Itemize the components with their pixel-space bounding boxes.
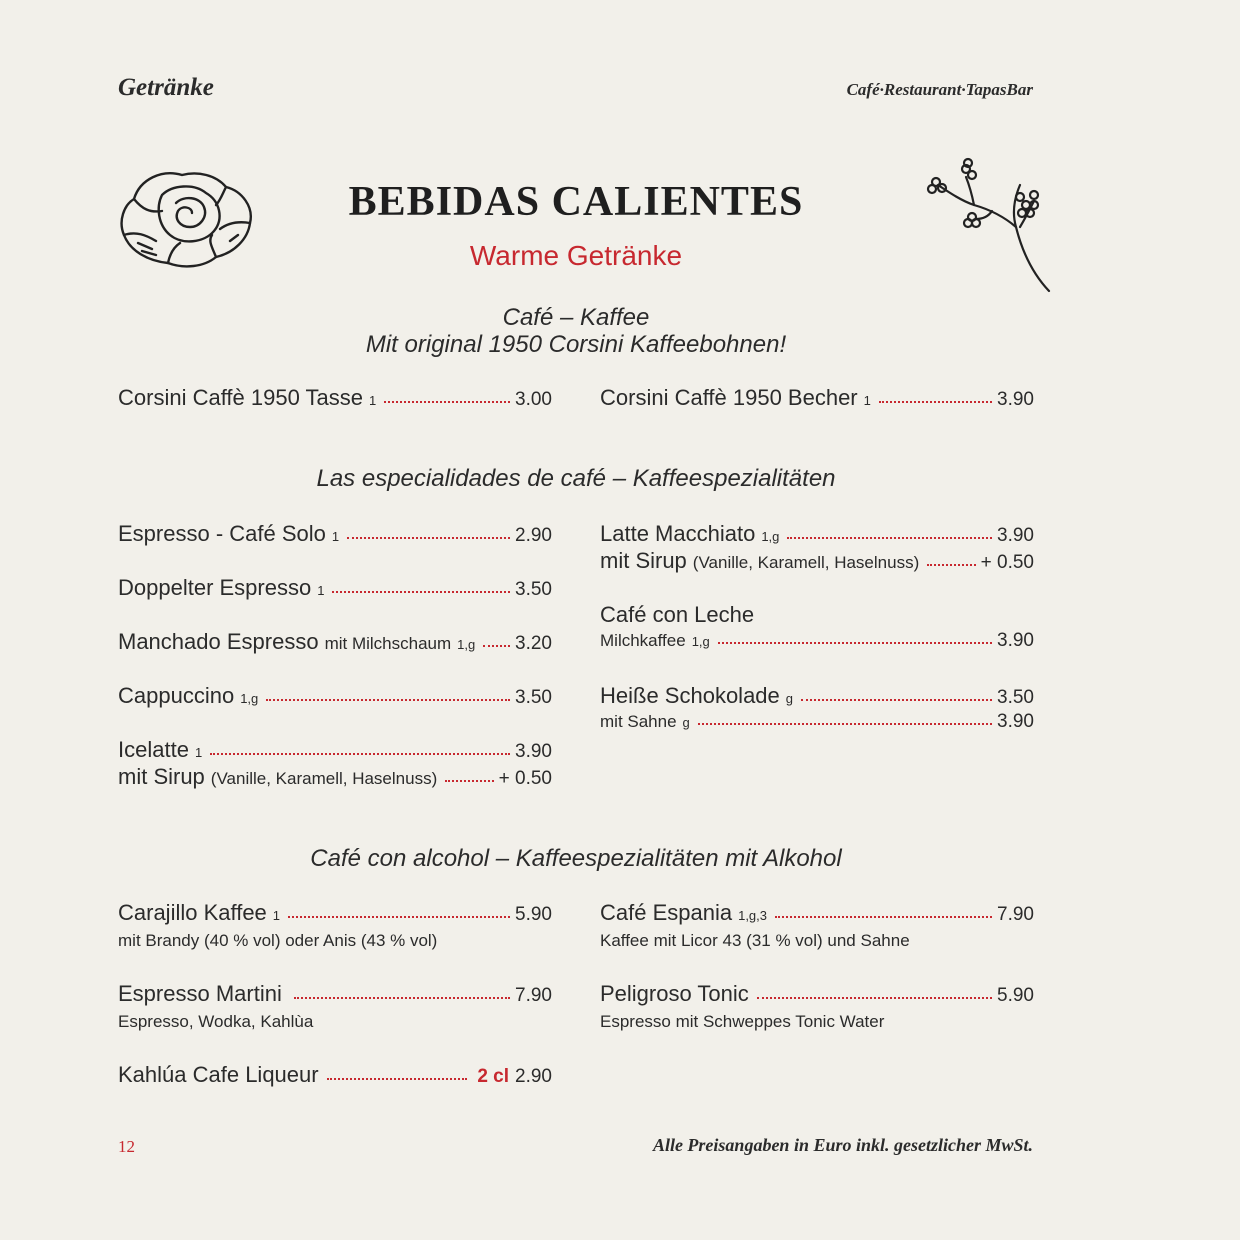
- section-heading-kaffee-line1: Café – Kaffee: [502, 304, 650, 331]
- item-price: + 0.50: [980, 552, 1034, 573]
- dot-leader: [294, 997, 510, 999]
- menu-item-espresso: [118, 521, 552, 547]
- allergen-note: 1,g: [761, 529, 780, 544]
- item-name: Peligroso Tonic: [600, 981, 749, 1006]
- menu-item-cappuccino: [118, 683, 552, 709]
- item-name: Latte Macchiato: [600, 521, 756, 546]
- item-price: 3.90: [997, 711, 1034, 732]
- dot-leader: [718, 642, 992, 644]
- item-name: Café con Leche: [600, 602, 755, 627]
- item-description-peligroso: Espresso mit Schweppes Tonic Water: [600, 1012, 885, 1031]
- allergen-note: 1: [194, 745, 203, 760]
- section-heading-kaffee-line2: Mit original 1950 Corsini Kaffeebohnen!: [365, 331, 787, 358]
- menu-item-icelatte: [118, 737, 552, 763]
- dot-leader: [757, 997, 992, 999]
- item-price: 3.90: [515, 741, 552, 762]
- dot-leader: [698, 723, 992, 725]
- menu-item-tasse: [118, 385, 552, 411]
- menu-item-latte-macchiato: [600, 521, 1034, 547]
- menu-item-cafe-espania: [600, 900, 1034, 926]
- dot-leader: [288, 916, 510, 918]
- item-price: 3.50: [997, 687, 1034, 708]
- dot-leader: [801, 699, 992, 701]
- item-price: 3.90: [997, 389, 1034, 410]
- price-footnote: Alle Preisangaben in Euro inkl. gesetzlicher MwSt.: [652, 1135, 1033, 1155]
- item-name: Manchado Espresso: [118, 629, 319, 654]
- allergen-note: 1: [863, 393, 871, 408]
- menu-item-mit-sahne: [600, 711, 1034, 733]
- menu-item-carajillo: [118, 900, 552, 926]
- item-extra: (Vanille, Karamell, Haselnuss): [692, 553, 920, 572]
- menu-item-cafe-con-leche: [600, 602, 1034, 628]
- allergen-note: g: [682, 715, 690, 730]
- item-name: Espresso - Café Solo: [118, 521, 326, 546]
- dot-leader: [787, 537, 992, 539]
- item-name: mit Sirup: [600, 548, 687, 573]
- item-price: 7.90: [997, 904, 1034, 925]
- item-name: Carajillo Kaffee: [118, 900, 267, 925]
- item-name: mit Sahne: [600, 712, 677, 731]
- item-extra: mit Milchschaum: [324, 634, 452, 653]
- menu-item-latte-sirup: [600, 548, 1034, 574]
- item-price: 3.00: [515, 389, 552, 410]
- item-price: + 0.50: [498, 768, 552, 789]
- item-extra: (Vanille, Karamell, Haselnuss): [210, 769, 438, 788]
- item-name: Icelatte: [118, 737, 189, 762]
- item-name: Espresso Martini: [118, 981, 282, 1006]
- section-heading-spezialitaeten: Las especialidades de café – Kaffeespezialitäten: [316, 465, 836, 492]
- dot-leader: [347, 537, 510, 539]
- menu-item-manchado: [118, 629, 552, 655]
- dot-leader: [445, 780, 493, 782]
- item-description-carajillo: mit Brandy (40 % vol) oder Anis (43 % vol): [118, 931, 438, 950]
- menu-item-heisse-schokolade: [600, 683, 1034, 709]
- page-number: 12: [118, 1137, 135, 1156]
- menu-item-icelatte-sirup: [118, 764, 552, 790]
- dot-leader: [483, 645, 510, 647]
- page-title: BEBIDAS CALIENTES: [348, 179, 804, 225]
- item-name: Cappuccino: [118, 683, 235, 708]
- header-restaurant-name: Café·Restaurant·TapasBar: [846, 80, 1033, 99]
- allergen-note: 1,g: [457, 637, 476, 652]
- section-heading-alkohol: Café con alcohol – Kaffeespezialitäten mit Alkohol: [310, 845, 842, 872]
- allergen-note: 1,g: [240, 691, 259, 706]
- allergen-note: 1: [369, 393, 377, 408]
- item-name: mit Sirup: [118, 764, 205, 789]
- item-name: Kahlúa Cafe Liqueur: [118, 1062, 319, 1087]
- item-name: Corsini Caffè 1950 Becher: [600, 385, 858, 410]
- dot-leader: [384, 401, 510, 403]
- dot-leader: [775, 916, 992, 918]
- item-price: 5.90: [997, 985, 1034, 1006]
- item-name: Café Espania: [600, 900, 733, 925]
- item-price: 3.20: [515, 633, 552, 654]
- dot-leader: [332, 591, 510, 593]
- item-name: Heiße Schokolade: [600, 683, 780, 708]
- item-price: 5.90: [515, 904, 552, 925]
- menu-item-kahlua: [118, 1062, 552, 1088]
- menu-item-becher: [600, 385, 1034, 411]
- item-price: 3.50: [515, 687, 552, 708]
- allergen-note: 1,g: [691, 634, 710, 649]
- item-description-espania: Kaffee mit Licor 43 (31 % vol) und Sahne: [600, 931, 910, 950]
- page-subtitle: Warme Getränke: [469, 240, 683, 271]
- menu-item-peligroso-tonic: [600, 981, 1034, 1007]
- item-name: Milchkaffee: [600, 631, 686, 650]
- section-heading-kaffee: [0, 304, 1152, 358]
- item-price: 3.90: [997, 630, 1034, 651]
- allergen-note: 1,g,3: [738, 908, 768, 923]
- header-section-label: Getränke: [118, 74, 214, 101]
- allergen-note: g: [785, 691, 794, 706]
- item-price: 3.50: [515, 579, 552, 600]
- item-price: 7.90: [515, 985, 552, 1006]
- item-description-martini: Espresso, Wodka, Kahlùa: [118, 1012, 314, 1031]
- allergen-note: 1: [317, 583, 325, 598]
- item-price: 3.90: [997, 525, 1034, 546]
- menu-item-doppelter-espresso: [118, 575, 552, 601]
- item-size: 2 cl: [477, 1066, 510, 1087]
- item-price: 2.90: [515, 1066, 552, 1087]
- allergen-note: 1: [331, 529, 340, 544]
- menu-item-espresso-martini: [118, 981, 552, 1007]
- dot-leader: [879, 401, 992, 403]
- allergen-note: 1: [272, 908, 281, 923]
- item-price: 2.90: [515, 525, 552, 546]
- menu-item-milchkaffee: [600, 630, 1034, 652]
- item-name: Corsini Caffè 1950 Tasse: [118, 385, 363, 410]
- item-name: Doppelter Espresso: [118, 575, 312, 600]
- dot-leader: [927, 564, 975, 566]
- dot-leader: [327, 1078, 468, 1080]
- dot-leader: [210, 753, 510, 755]
- dot-leader: [266, 699, 510, 701]
